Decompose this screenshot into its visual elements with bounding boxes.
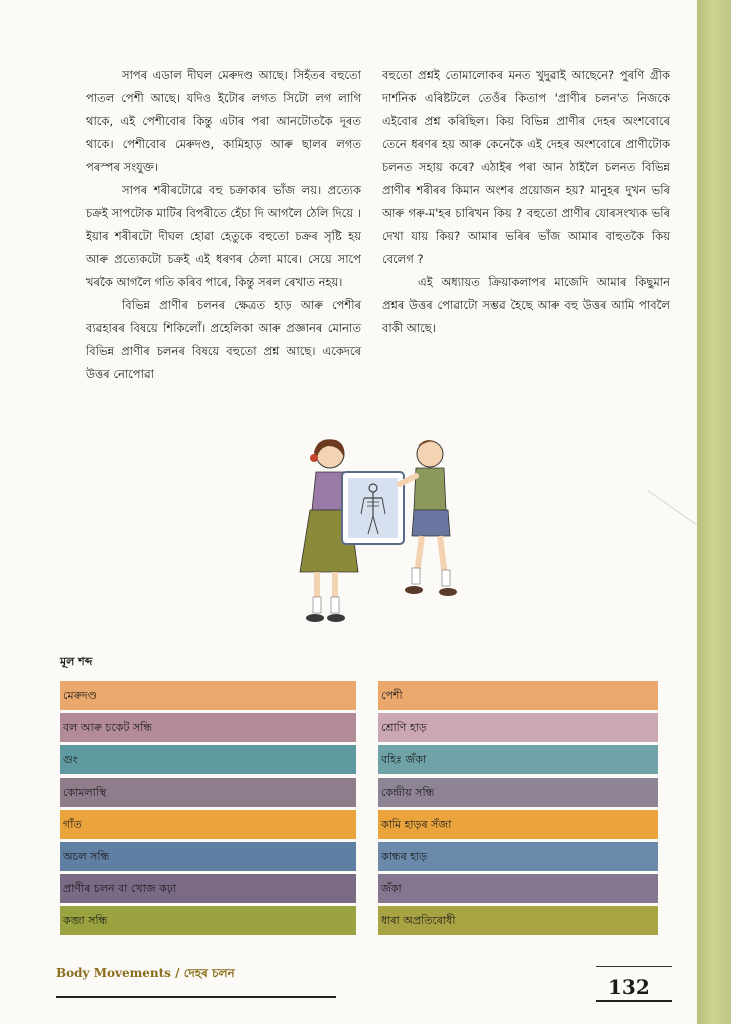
- keyword-item: কোমলাস্থি: [60, 778, 356, 807]
- keywords-left-list: [60, 681, 356, 939]
- keyword-item: কেন্দ্ৰীয় সন্ধি: [378, 778, 658, 807]
- keyword-item: কামি হাড়ৰ সঁজা: [378, 810, 658, 839]
- right-text-column: [382, 64, 670, 340]
- keyword-item: বল আৰু চকেট সন্ধি: [60, 713, 356, 742]
- skeleton-chart: [342, 472, 404, 544]
- paragraph: বহুতো প্ৰশ্নই তোমালোকৰ মনত খুদুৱাই আছেনে? পুৰণি গ্ৰীক দাৰ্শনিক এৰিষ্টটলে তেওঁৰ কিতাপ 'প্ৰাণীৰ চলন'ত নিজকে এইবোৰ প্ৰশ্ন কৰিছিল। কিয় বিভিন্ন প্ৰাণীৰ দেহৰ অংশবোৰে তেনে ধৰণৰ হয় আৰু কেনেকৈ এই দেহৰ অংশবোৰে প্ৰাণীটোক চলনত সহায় কৰে? এঠাইৰ পৰা আন ঠাইলৈ চলনত বিভিন্ন প্ৰাণীৰ শৰীৰৰ কিমান অংশৰ প্ৰয়োজন হয়? মানুহৰ দুখন ভৰি আৰু গৰু-ম'হৰ চাৰিখন কিয় ? বহুতো প্ৰাণীৰ যোৰসংখ্যক ভৰি দেখা যায় কিয়? আমাৰ ভৰিৰ ভাঁজ আমাৰ বাহুতকৈ কিয় বেলেগ ?: [382, 68, 670, 266]
- children-holding-skeleton-chart-icon: [270, 432, 480, 642]
- keyword-item: কব্জা সন্ধি: [60, 906, 356, 935]
- page-number-rule: [596, 966, 672, 967]
- keywords-title: মূল শব্দ: [60, 655, 93, 668]
- keyword-item: গুং: [60, 745, 356, 774]
- boy-figure: [400, 440, 457, 596]
- footer-rule: [56, 996, 336, 998]
- keyword-item: গাঁত: [60, 810, 356, 839]
- keyword-item: শ্ৰোণি হাড়: [378, 713, 658, 742]
- paragraph: এই অধ্যায়ত ক্ৰিয়াকলাপৰ মাজেদি আমাৰ কিছুমান প্ৰশ্নৰ উত্তৰ পোৱাটো সম্ভৱ হৈছে আৰু বহু উত্তৰ আমি পাবলৈ বাকী আছে।: [382, 275, 670, 335]
- keyword-item: অচল সন্ধি: [60, 842, 356, 871]
- page-crease: [647, 490, 697, 525]
- left-text-column: [86, 64, 361, 386]
- paragraph: সাপৰ এডাল দীঘল মেৰুদণ্ড আছে। সিহঁতৰ বহুতো পাতল পেশী আছে। যদিও ইটোৰ লগত সিটো লগ লাগি থাকে, এই পেশীবোৰ কিন্তু এটাৰ পৰা আনটোতকৈ দূৰত থাকে। পেশীবোৰ মেৰুদণ্ড, কামিহাড় আৰু ছালৰ লগত পৰস্পৰ সংযুক্ত।: [86, 68, 361, 174]
- paragraph: বিভিন্ন প্ৰাণীৰ চলনৰ ক্ষেত্ৰত হাড় আৰু পেশীৰ ব্যৱহাৰৰ বিষয়ে শিকিলোঁ। প্ৰহেলিকা আৰু প্ৰজ্ঞানৰ মোনাত বিভিন্ন প্ৰাণীৰ চলনৰ বিষয়ে বহুতো প্ৰশ্ন আছে। একেদৰে উত্তৰ নোপোৱা: [86, 298, 361, 381]
- page-number-rule: [596, 1000, 672, 1002]
- keyword-item: পেশী: [378, 681, 658, 710]
- footer-chapter-title: Body Movements / দেহৰ চলন: [56, 966, 235, 980]
- paragraph: সাপৰ শৰীৰটোৱে বহু চক্ৰাকাৰ ভাঁজ লয়। প্ৰত্যেক চক্ৰই সাপটোক মাটিৰ বিপৰীতে হেঁচা দি আগলৈ ঠেলি দিয়ে । ইয়াৰ শৰীৰটো দীঘল হোৱা হেতুকে বহুতো চক্ৰৰ সৃষ্টি হয় আৰু প্ৰত্যেকটো চক্ৰই এই ধৰণৰ ঠেলা মাৰে। সেয়ে সাপে খৰকৈ আগলৈ গতি কৰিব পাৰে, কিন্তু সৰল ৰেখাত নহয়।: [86, 183, 361, 289]
- keywords-right-list: [378, 681, 658, 939]
- keyword-item: মেৰুদণ্ড: [60, 681, 356, 710]
- keyword-item: প্ৰাণীৰ চলন বা খোজ কঢ়া: [60, 874, 356, 903]
- keyword-item: জঁকা: [378, 874, 658, 903]
- keyword-item: বহিঃ জঁকা: [378, 745, 658, 774]
- page-edge-strip: [697, 0, 731, 1024]
- page-number: 132: [608, 975, 650, 999]
- keyword-item: কান্ধৰ হাড়: [378, 842, 658, 871]
- keyword-item: ধাৰা অপ্ৰতিৰোধী: [378, 906, 658, 935]
